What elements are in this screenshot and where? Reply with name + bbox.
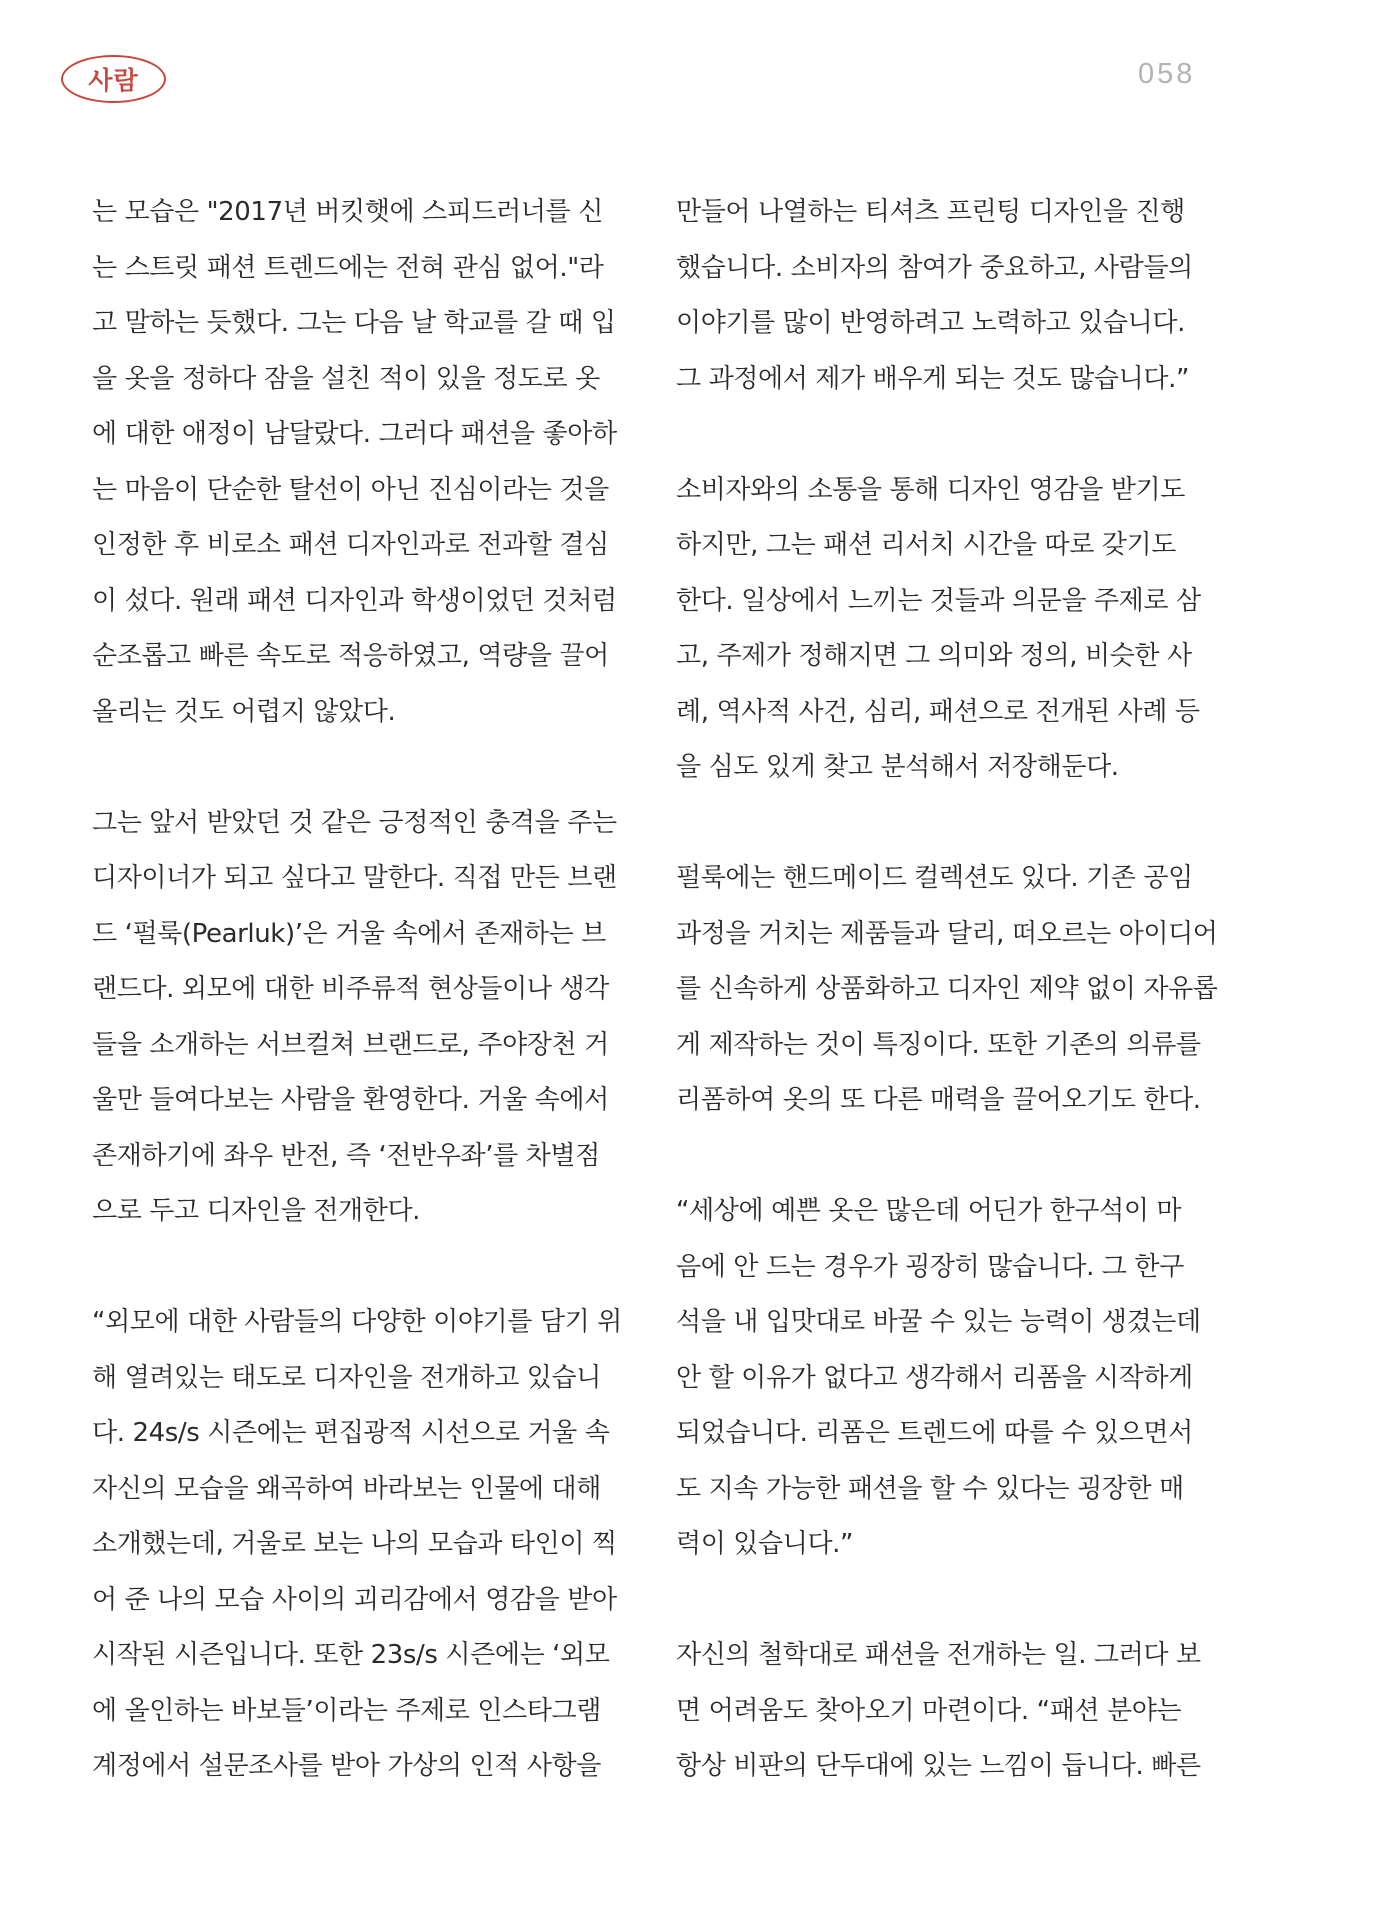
- text-line: 를 신속하게 상품화하고 디자인 제약 없이 자유롭: [676, 974, 1218, 1004]
- text-line: 석을 내 입맛대로 바꿀 수 있는 능력이 생겼는데: [676, 1307, 1201, 1337]
- text-line: 시작된 시즌입니다. 또한 23s/s 시즌에는 ‘외모: [92, 1640, 610, 1670]
- paragraph: [676, 185, 1196, 407]
- text-line: 을 심도 있게 찾고 분석해서 저장해둔다.: [676, 752, 1119, 782]
- paragraph: [676, 463, 1201, 796]
- text-line: 올리는 것도 어렵지 않았다.: [92, 696, 396, 727]
- text-line: 울만 들여다보는 사람을 환영한다. 거울 속에서: [92, 1085, 609, 1115]
- text-line: 해 열려있는 태도로 디자인을 전개하고 있습니: [92, 1362, 601, 1393]
- text-line: 들을 소개하는 서브컬쳐 브랜드로, 주야장천 거: [92, 1029, 609, 1060]
- text-line: 그는 앞서 받았던 것 같은 긍정적인 충격을 주는: [92, 807, 617, 838]
- text-line: 게 제작하는 것이 특징이다. 또한 기존의 의류를: [676, 1029, 1201, 1060]
- text-line: 과정을 거치는 제품들과 달리, 떠오르는 아이디어: [676, 918, 1218, 949]
- text-line: 이 섰다. 원래 패션 디자인과 학생이었던 것처럼: [92, 585, 617, 616]
- text-line: 인정한 후 비로소 패션 디자인과로 전과할 결심: [92, 530, 609, 560]
- paragraph: [676, 1628, 1201, 1795]
- text-line: 음에 안 드는 경우가 굉장히 많습니다. 그 한구: [676, 1251, 1184, 1282]
- text-line: 한다. 일상에서 느끼는 것들과 의문을 주제로 삼: [676, 585, 1201, 616]
- text-line: 순조롭고 빠른 속도로 적응하였고, 역량을 끌어: [92, 641, 609, 671]
- text-line: 하지만, 그는 패션 리서치 시간을 따로 갖기도: [676, 530, 1176, 560]
- paragraph: [676, 1184, 1201, 1573]
- text-line: 소비자와의 소통을 통해 디자인 영감을 받기도: [676, 474, 1185, 505]
- text-line: 존재하기에 좌우 반전, 즉 ‘전반우좌’를 차별점: [92, 1140, 600, 1171]
- text-line: 례, 역사적 사건, 심리, 패션으로 전개된 사례 등: [676, 696, 1200, 727]
- text-line: 으로 두고 디자인을 전개한다.: [92, 1196, 421, 1226]
- text-line: 면 어려움도 찾아오기 마련이다. “패션 분야는: [676, 1695, 1182, 1726]
- text-line: 는 마음이 단순한 탈선이 아닌 진심이라는 것을: [92, 474, 609, 505]
- text-line: “세상에 예쁜 옷은 많은데 어딘가 한구석이 마: [676, 1196, 1182, 1226]
- paragraph: [92, 1295, 622, 1795]
- text-line: 안 할 이유가 없다고 생각해서 리폼을 시작하게: [676, 1362, 1193, 1393]
- text-line: 다. 24s/s 시즌에는 편집광적 시선으로 거울 속: [92, 1418, 610, 1448]
- paragraph: [676, 851, 1218, 1129]
- text-line: 자신의 모습을 왜곡하여 바라보는 인물에 대해: [92, 1473, 601, 1504]
- text-line: 되었습니다. 리폼은 트렌드에 따를 수 있으면서: [676, 1418, 1193, 1448]
- section-label: 사람: [88, 66, 139, 95]
- text-line: 어 준 나의 모습 사이의 괴리감에서 영감을 받아: [92, 1584, 617, 1615]
- text-line: 만들어 나열하는 티셔츠 프린팅 디자인을 진행: [676, 197, 1185, 227]
- text-line: 펄룩에는 핸드메이드 컬렉션도 있다. 기존 공임: [676, 863, 1193, 893]
- text-line: 는 스트릿 패션 트렌드에는 전혀 관심 없어."라: [92, 252, 604, 283]
- text-line: “외모에 대한 사람들의 다양한 이야기를 담기 위: [92, 1307, 622, 1337]
- text-line: 디자이너가 되고 싶다고 말한다. 직접 만든 브랜: [92, 863, 617, 893]
- left-column: [92, 185, 622, 1850]
- right-column: [676, 185, 1218, 1850]
- paragraph: [92, 185, 617, 740]
- text-line: 력이 있습니다.”: [676, 1529, 854, 1559]
- text-line: 소개했는데, 거울로 보는 나의 모습과 타인이 찍: [92, 1529, 617, 1559]
- text-line: 고, 주제가 정해지면 그 의미와 정의, 비슷한 사: [676, 641, 1192, 671]
- text-line: 항상 비판의 단두대에 있는 느낌이 듭니다. 빠른: [676, 1751, 1201, 1781]
- text-line: 리폼하여 옷의 또 다른 매력을 끌어오기도 한다.: [676, 1085, 1201, 1115]
- text-line: 이야기를 많이 반영하려고 노력하고 있습니다.: [676, 308, 1185, 338]
- text-line: 고 말하는 듯했다. 그는 다음 날 학교를 갈 때 입: [92, 308, 616, 338]
- text-line: 자신의 철학대로 패션을 전개하는 일. 그러다 보: [676, 1640, 1201, 1670]
- text-line: 에 올인하는 바보들’이라는 주제로 인스타그램: [92, 1695, 601, 1726]
- section-badge: [61, 55, 166, 103]
- text-line: 드 ‘펄룩(Pearluk)’은 거울 속에서 존재하는 브: [92, 918, 606, 949]
- text-line: 을 옷을 정하다 잠을 설친 적이 있을 정도로 옷: [92, 363, 600, 394]
- text-line: 그 과정에서 제가 배우게 되는 것도 많습니다.”: [676, 363, 1190, 394]
- text-line: 랜드다. 외모에 대한 비주류적 현상들이나 생각: [92, 974, 609, 1004]
- text-line: 도 지속 가능한 패션을 할 수 있다는 굉장한 매: [676, 1473, 1184, 1504]
- text-line: 했습니다. 소비자의 참여가 중요하고, 사람들의: [676, 252, 1193, 283]
- page-number: 058: [1138, 58, 1196, 90]
- text-line: 는 모습은 "2017년 버킷햇에 스피드러너를 신: [92, 197, 603, 227]
- text-line: 에 대한 애정이 남달랐다. 그러다 패션을 좋아하: [92, 419, 617, 449]
- text-line: 계정에서 설문조사를 받아 가상의 인적 사항을: [92, 1751, 601, 1781]
- paragraph: [92, 796, 617, 1240]
